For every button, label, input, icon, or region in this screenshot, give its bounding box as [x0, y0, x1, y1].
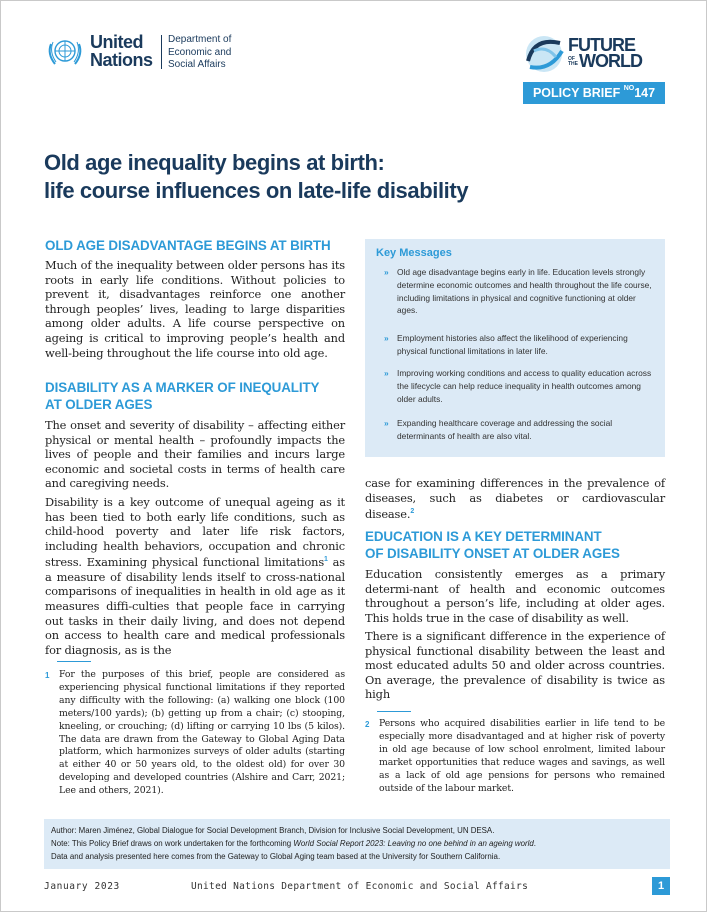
section-heading-education: EDUCATION IS A KEY DETERMINANT OF DISABILITY ONSET AT OLDER AGES — [365, 529, 620, 561]
footer-date: January 2023 — [44, 881, 120, 892]
data-source-line: Data and analysis presented here comes from the Gateway to Global Aging team based at the University for Southern California. — [51, 852, 501, 861]
paragraph-intro: Much of the inequality between older persons has its roots in early life conditions. Without policies to prevent it, disadvantages reinforce one another through peoples’ lives, leading to large disparities among older adults. A life course perspective on ageing is critical to improving people’s health and well-being throughout the life course into old age. — [45, 258, 345, 360]
paragraph-continued: case for examining differences in the prevalence of diseases, such as diabetes or cardiovascular disease.$^2$ — [365, 476, 665, 521]
policy-brief-badge: POLICY BRIEF $^{NO}$147 — [523, 82, 665, 104]
logo-divider — [161, 35, 162, 69]
paragraph-disability-outcome: Disability is a key outcome of unequal ageing as it has been tied to both early life conditions, such as child-hood poverty and later life risk factors, including health behaviors, occupation and chronic stress. Examining physical functional limitations$^1$ as a measure of disability lends itself to cross-national comparisons of inequalities in health in old age as it measures diffi-culties that people face in carrying out tasks in their daily living, and does not depend on access to health care and medical professionals for diagnosis, as is the — [45, 495, 345, 657]
key-message-item: » Improving working conditions and access to quality education across the lifecycle can help reduce inequality in health outcomes among older adults. — [384, 368, 652, 404]
un-wordmark: United Nations — [90, 32, 153, 70]
note-line: Note: This Policy Brief draws on work undertaken for the forthcoming World Social Report 2023: Leaving no one behind in an ageing world. — [51, 839, 536, 848]
key-message-item: » Expanding healthcare coverage and addressing the social determinants of health are also vital. — [384, 418, 613, 441]
footnote-ref-1[interactable]: 1 — [324, 556, 328, 564]
footnote-rule — [377, 711, 411, 712]
footnote-rule — [57, 661, 91, 662]
section-heading-disadvantage: OLD AGE DISADVANTAGE BEGINS AT BIRTH — [45, 238, 331, 253]
page-title: Old age inequality begins at birth: life course influences on late-life disability — [44, 150, 469, 203]
future-of-world-globe-icon — [520, 31, 568, 77]
footnote-1: For the purposes of this brief, people are considered as experiencing physical functional limitations if they reported any difficulty with the following: (a) walking one block (100 meters/100 yards); (b) getting up from a chair; (c) stooping, kneeling, or crouching; (d) lifting or carrying 10 lbs (5 kilos). The data are drawn from the Gateway to Global Aging Data platform, which harmonizes surveys of older adults (starting at either 40 or 50 years old, to the oldest old) for over 30 developing and developed countries (Alshire and Carr, 2021; Lee and others, 2021). — [59, 669, 345, 797]
paragraph-disability-gap: There is a significant difference in the experience of physical functional disability between the least and most educated adults 50 and older across countries. On average, the prevalence of disability is twice as high — [365, 629, 665, 702]
section-heading-disability: DISABILITY AS A MARKER OF INEQUALITY AT OLDER AGES — [45, 380, 320, 412]
author-line: Author: Maren Jiménez, Global Dialogue for Social Development Branch, Division for Inclusive Social Development, UN DESA. — [51, 826, 495, 835]
key-message-item: » Employment histories also affect the likelihood of experiencing physical functional limitations in later life. — [384, 333, 628, 356]
future-of-world-wordmark: FUTURE OF THEWORLD — [568, 35, 642, 71]
footnote-number-2: 2 — [365, 720, 370, 729]
key-message-item: » Old age disadvantage begins early in life. Education levels strongly determine economic outcomes and health throughout the life course, including limitations in physical and cognitive functioning at older ages. — [384, 267, 652, 316]
footnote-2: Persons who acquired disabilities earlier in life tend to be especially more disadvantaged and at higher risk of poverty in old age because of low school enrolment, limited labour market opportunities that reduce wages and savings, as well as a lack of old age pensions for persons who remained outside of the labour market. — [379, 718, 665, 794]
desa-wordmark: Department of Economic and Social Affairs — [168, 34, 232, 70]
key-messages-title: Key Messages — [376, 247, 452, 259]
author-note-box — [44, 819, 670, 869]
un-emblem-icon — [45, 34, 85, 70]
footer-organization: United Nations Department of Economic and Social Affairs — [191, 881, 529, 892]
page-number: 1 — [652, 877, 670, 895]
paragraph-education: Education consistently emerges as a primary determi-nant of health and economic outcomes throughout a person’s life, including at older ages. This holds true in the case of disability as well. — [365, 567, 665, 625]
footnote-ref-2[interactable]: 2 — [410, 508, 415, 516]
footnote-number-1: 1 — [45, 671, 50, 680]
key-messages-box — [365, 239, 665, 457]
paragraph-disability-impact: The onset and severity of disability – affecting either physical or mental health – profoundly impacts the lives of people and their families and incurs large economic and societal costs in terms of health care and caregiving needs. — [45, 418, 345, 491]
